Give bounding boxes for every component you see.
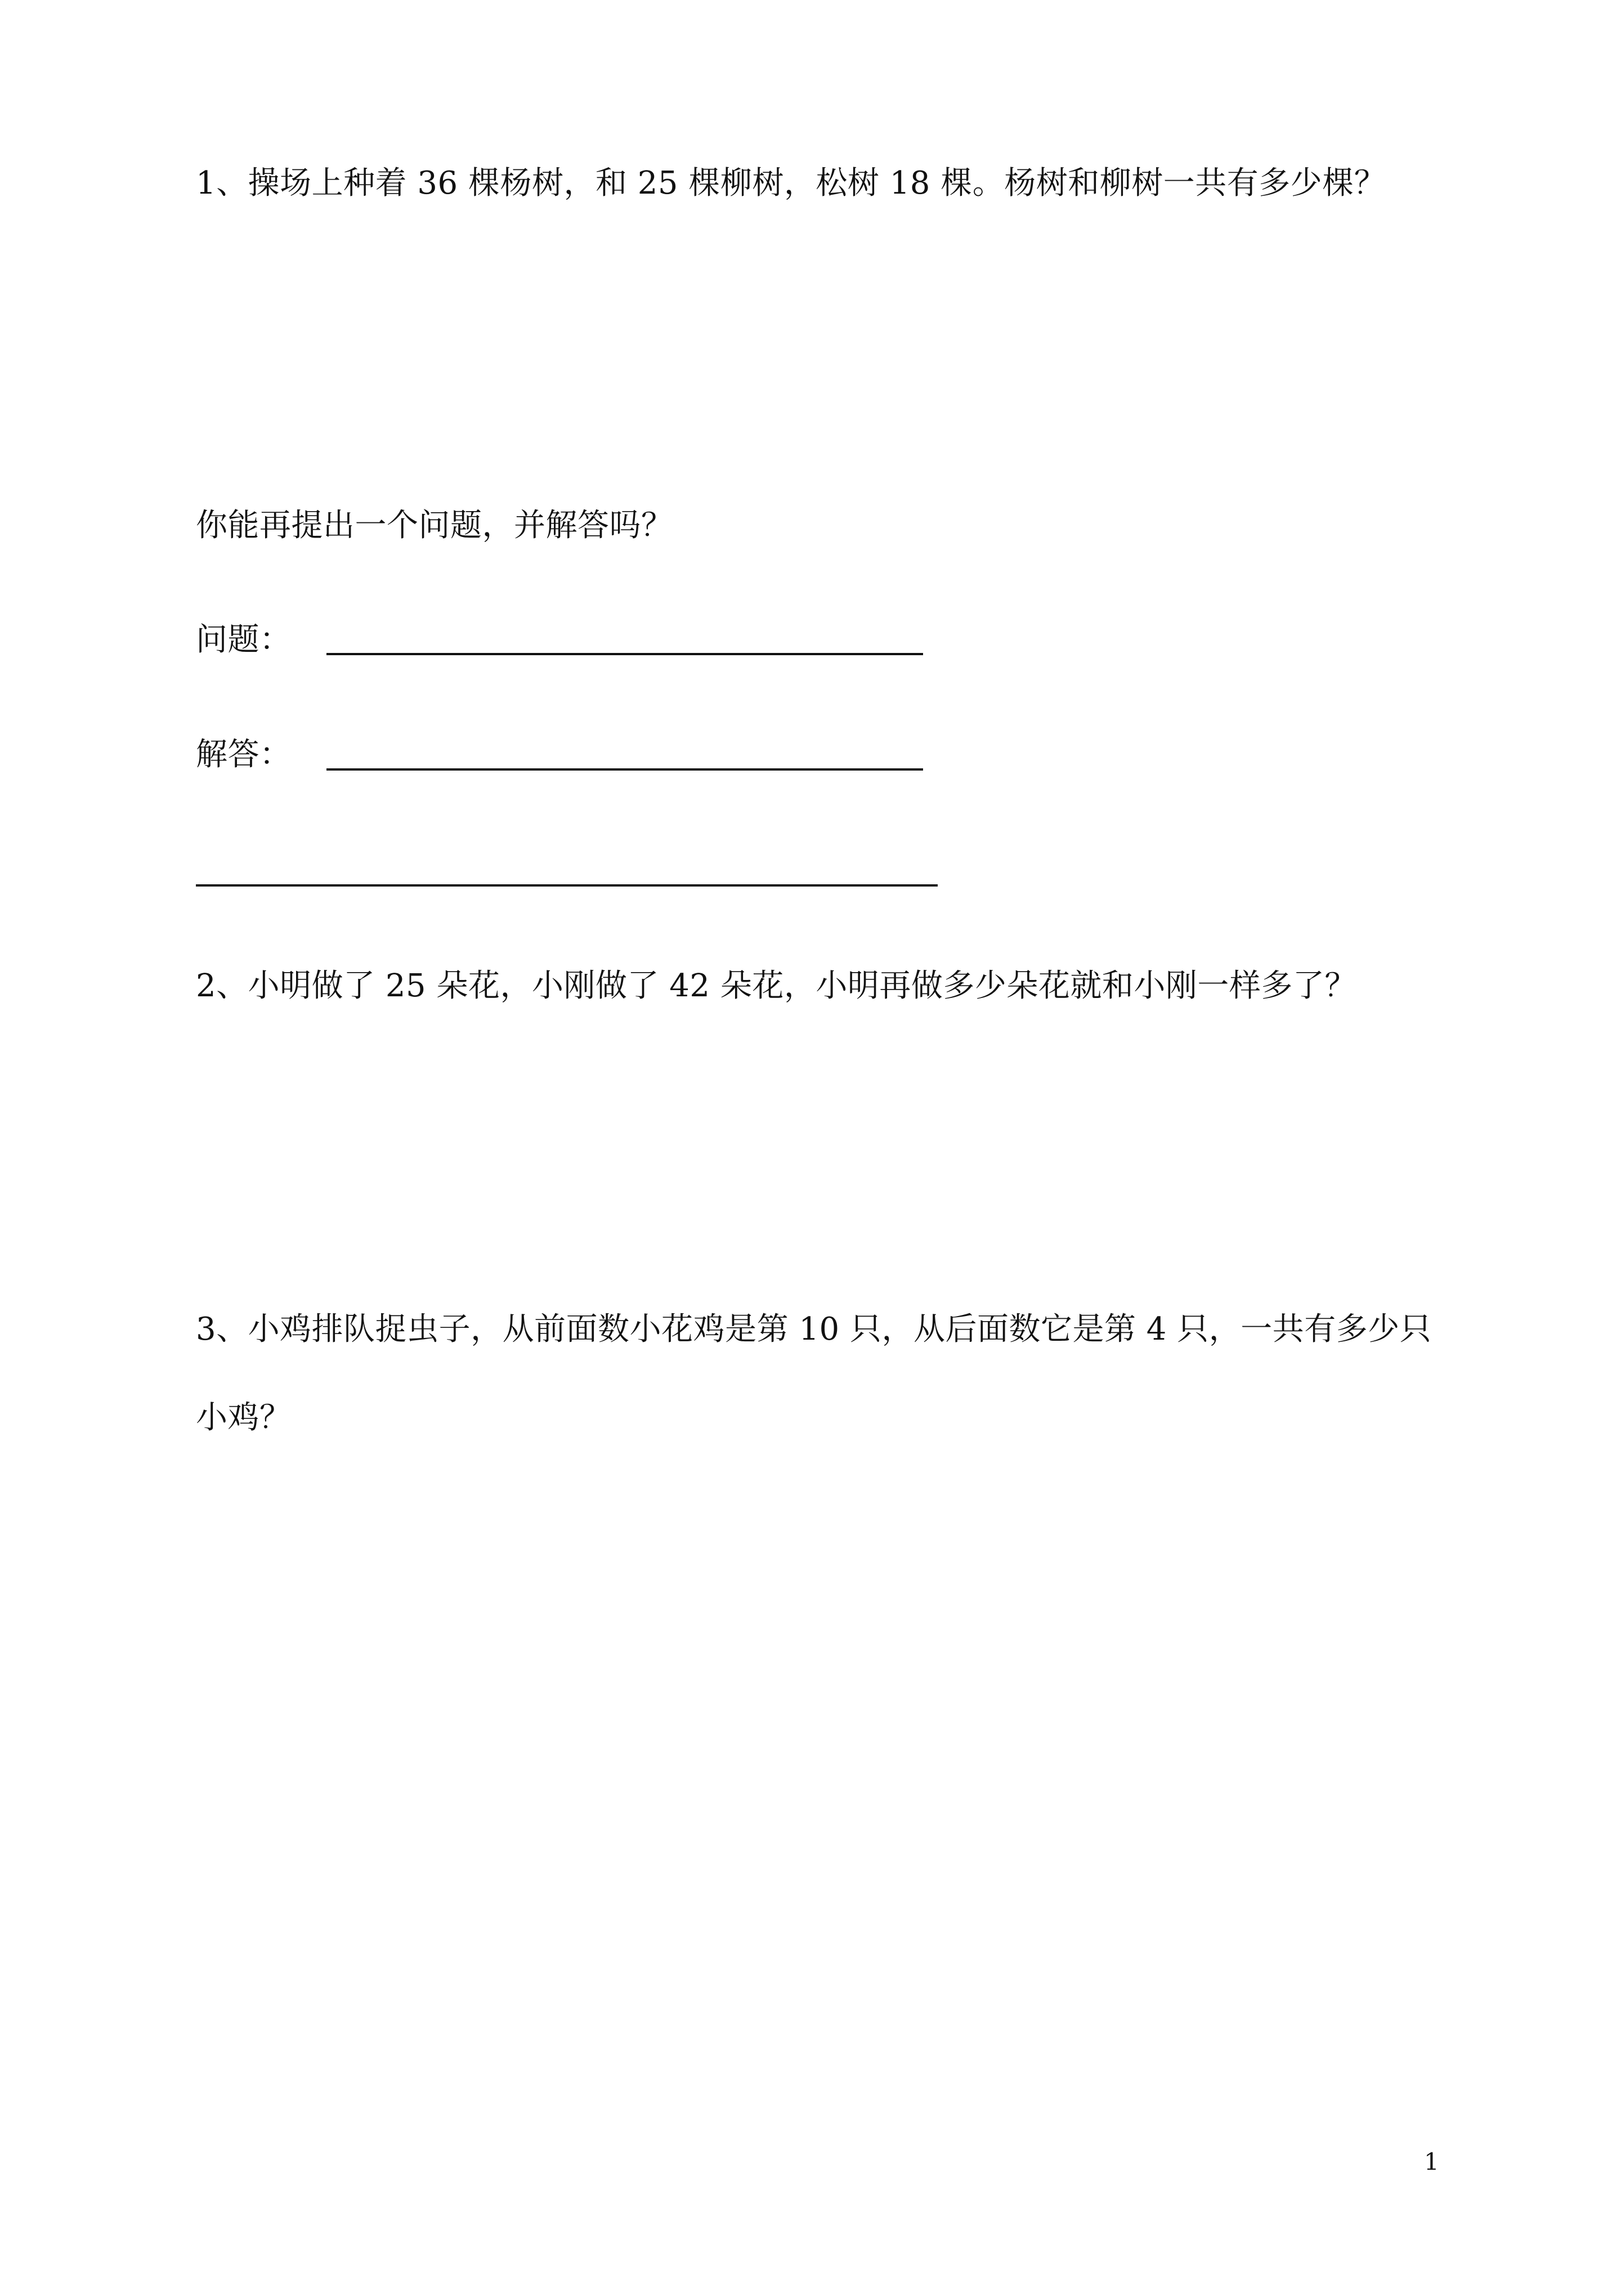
- question-3-line-1: 3、小鸡排队捉虫子，从前面数小花鸡是第 10 只，从后面数它是第 4 只，一共有多少只: [196, 1311, 1432, 1348]
- question-2-text: 2、小明做了 25 朵花，小刚做了 42 朵花，小明再做多少朵花就和小刚一样多了？: [196, 968, 1356, 1004]
- page-number: 1: [1424, 2148, 1439, 2176]
- question-label: 问题：: [196, 621, 292, 658]
- answer-line[interactable]: [326, 768, 923, 771]
- question-1-text: 1、操场上种着 36 棵杨树，和 25 棵柳树，松树 18 棵。杨树和柳树一共有多少棵？: [196, 165, 1386, 202]
- question-answer-line[interactable]: [326, 653, 923, 655]
- question-3-line-2: 小鸡？: [196, 1399, 292, 1436]
- question-1-follow-up: 你能再提出一个问题，并解答吗？: [196, 507, 673, 544]
- extra-answer-line[interactable]: [196, 884, 938, 887]
- answer-label: 解答：: [196, 736, 292, 773]
